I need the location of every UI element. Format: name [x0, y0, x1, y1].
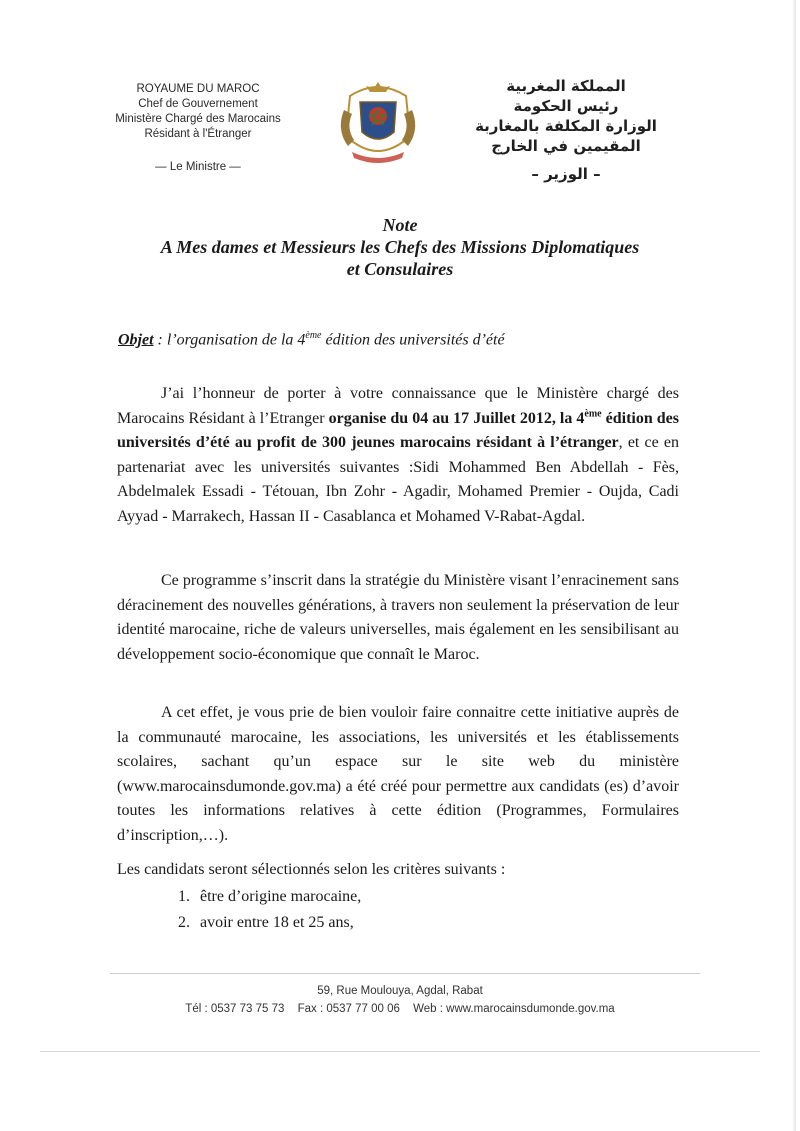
- p1-universities: , et ce en partenariat avec les universités suivantes :Sidi Mohammed Ben Abdellah - Fès, Abdelmalek Essadi - Tétouan, Ibn Zohr - Agadir, Mohamed Premier - Oujda, Cadi Ayyad - Marrakech, Hassan II - Casablanca et Mohamed V-Rabat-Agdal.: [117, 434, 679, 525]
- letterhead-arabic: [452, 76, 680, 184]
- subject-ordinal: ème: [305, 330, 322, 341]
- note-heading: Note: [382, 215, 418, 235]
- list-item: [178, 884, 361, 910]
- page-footer: [0, 982, 800, 1018]
- ministry-name-ar-cont: المقيمين في الخارج: [491, 137, 641, 155]
- kingdom-name-ar: المملكة المغربية: [506, 77, 626, 95]
- footer-divider: [110, 973, 700, 974]
- p1-intro: J’ai l’honneur de porter à votre connaissance que le Ministère chargé des Marocains Résidant à l’Etranger: [117, 385, 679, 427]
- note-recipients-cont: et Consulaires: [346, 259, 454, 279]
- footer-tel: Tél : 0537 73 75 73: [185, 1003, 285, 1015]
- government-head: Chef de Gouvernement: [138, 98, 258, 110]
- p1-ordinal: ème: [584, 408, 602, 420]
- list-item: [178, 910, 361, 936]
- note-recipients: A Mes dames et Messieurs les Chefs des Missions Diplomatiques: [160, 237, 640, 257]
- scan-bottom-line: [40, 1051, 760, 1052]
- criteria-intro: Les candidats seront sélectionnés selon les critères suivants :: [117, 861, 506, 878]
- paragraph-1: [117, 382, 679, 530]
- subject-text-end: édition des universités d’été: [321, 331, 505, 349]
- paragraph-2: Ce programme s’inscrit dans la stratégie du Ministère visant l’enracinement sans déracinement des nouvelles générations, à travers non seulement la préservation de leur identité marocaine, riche de valeurs universelles, mais également en les sensibilisant au développement socio-économique que connaît le Maroc.: [117, 572, 679, 663]
- minister-title-ar: – الوزير –: [531, 165, 601, 183]
- kingdom-name: ROYAUME DU MAROC: [136, 83, 260, 95]
- list-item-text: être d’origine marocaine,: [200, 888, 362, 905]
- ministry-name-cont: Résidant à l'Étranger: [144, 128, 252, 140]
- footer-contacts: [0, 1000, 800, 1018]
- subject-text: : l’organisation de la 4: [153, 331, 306, 349]
- footer-fax: Fax : 0537 77 00 06: [297, 1003, 400, 1015]
- letterhead-french: [100, 82, 296, 175]
- p1-bold: organise du 04 au 17 Juillet 2012, la 4: [328, 409, 585, 427]
- subject-label: Objet: [118, 331, 154, 349]
- government-head-ar: رئيس الحكومة: [513, 97, 619, 115]
- note-title: [0, 214, 800, 280]
- ministry-name-ar: الوزارة المكلفة بالمغاربة: [475, 117, 657, 135]
- criteria-list: [178, 884, 361, 936]
- ministry-name: Ministère Chargé des Marocains: [115, 113, 281, 125]
- list-item-text: avoir entre 18 et 25 ans,: [200, 914, 354, 931]
- paragraph-3: A cet effet, je vous prie de bien vouloir faire connaitre cette initiative auprès de la communauté marocaine, les associations, les universités et les établissements scolaires, sachant qu’un espace sur le site web du ministère (www.marocainsdumonde.gov.ma) a été créé pour permettre aux candidats (es) d’avoir toutes les informations relatives à cette édition (Programmes, Formulaires d’inscription,…).: [117, 704, 679, 844]
- list-item-number: 1.: [178, 888, 190, 905]
- p1-bold-cont: édition des universités d’été au profit de 300 jeunes marocains résidant à l’étranger: [117, 409, 680, 452]
- footer-web: Web : www.marocainsdumonde.gov.ma: [413, 1003, 615, 1015]
- scan-edge-shadow: [792, 0, 796, 1131]
- minister-title: — Le Ministre —: [155, 161, 241, 173]
- list-item-number: 2.: [178, 914, 190, 931]
- footer-address: 59, Rue Moulouya, Agdal, Rabat: [317, 985, 483, 997]
- coat-of-arms-emblem: [330, 74, 426, 170]
- subject-line: [118, 330, 505, 349]
